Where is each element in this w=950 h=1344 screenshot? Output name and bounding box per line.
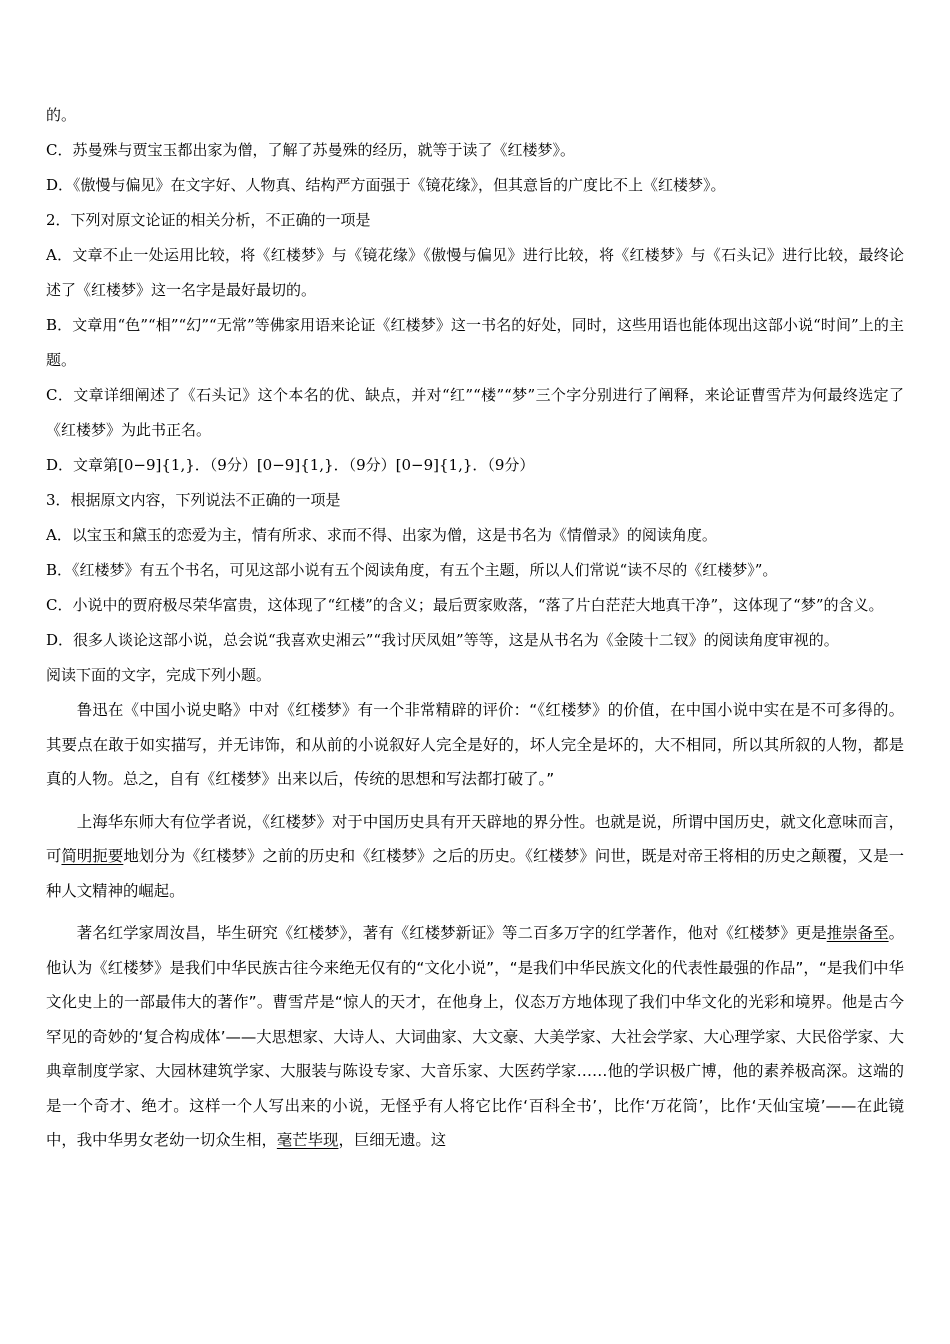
- underlined-phrase: 毫芒毕现: [276, 1131, 339, 1149]
- q2-option-c: C．文章详细阐述了《石头记》这个本名的优、缺点，并对“红”“楼”“梦”三个字分别进行了阐释，来论证曹雪芹为何最终选定了《红楼梦》为此书正名。: [46, 386, 904, 439]
- q2-option-a: A．文章不止一处运用比较，将《红楼梦》与《镜花缘》《傲慢与偏见》进行比较，将《红楼梦》与《石头记》进行比较，最终论述了《红楼梦》这一名字是最好最切的。: [46, 246, 904, 299]
- q2-stem: 2．下列对原文论证的相关分析，不正确的一项是: [46, 211, 371, 229]
- q3-stem: 3．根据原文内容，下列说法不正确的一项是: [46, 491, 341, 509]
- q3-option-b: B．《红楼梦》有五个书名，可见这部小说有五个阅读角度，有五个主题，所以人们常说“读不尽的《红楼梦》”。: [46, 561, 778, 579]
- underlined-phrase: 简明扼要: [61, 847, 124, 865]
- q2-option-d: D．文章第[0−9]{1,}．（9分）[0−9]{1,}．（9分）[0−9]{1,}．（9分）: [46, 456, 535, 474]
- q3-option-a: A．以宝玉和黛玉的恋爱为主，情有所求、求而不得、出家为僧，这是书名为《情僧录》的阅读角度。: [46, 526, 717, 544]
- reading-instruction: 阅读下面的文字，完成下列小题。: [46, 666, 272, 684]
- underlined-phrase: 推崇备至: [826, 924, 889, 942]
- q1-option-b-tail: 的。: [46, 106, 77, 124]
- q3-option-c: C．小说中的贾府极尽荣华富贵，这体现了“红楼”的含义；最后贾家败落，“落了片白茫茫大地真干净”，这体现了“梦”的含义。: [46, 596, 884, 614]
- q1-option-d: D．《傲慢与偏见》在文字好、人物真、结构严方面强于《镜花缘》，但其意旨的广度比不上《红楼梦》。: [46, 176, 726, 194]
- q2-option-b: B．文章用“色”“相”“幻”“无常”等佛家用语来论证《红楼梦》这一书名的好处，同时，这些用语也能体现出这部小说“时间”上的主题。: [46, 316, 904, 369]
- q1-option-c: C．苏曼殊与贾宝玉都出家为僧，了解了苏曼殊的经历，就等于读了《红楼梦》。: [46, 141, 575, 159]
- passage-paragraph-2: 上海华东师大有位学者说，《红楼梦》对于中国历史具有开天辟地的界分性。也就是说，所谓中国历史，就文化意味而言，可简明扼要地划分为《红楼梦》之前的历史和《红楼梦》之后的历史。《红楼梦》问世，既是对帝王将相的历史之颠覆，又是一种人文精神的崛起。: [46, 812, 904, 900]
- q3-option-d: D．很多人谈论这部小说，总会说“我喜欢史湘云”“我讨厌凤姐”等等，这是从书名为《金陵十二钗》的阅读角度审视的。: [46, 631, 839, 649]
- passage-paragraph-1: 鲁迅在《中国小说史略》中对《红楼梦》有一个非常精辟的评价：“《红楼梦》的价值，在中国小说中实在是不可多得的。其要点在敢于如实描写，并无讳饰，和从前的小说叙好人完全是好的，坏人完全是坏的，大不相同，所以其所叙的人物，都是真的人物。总之，自有《红楼梦》出来以后，传统的思想和写法都打破了。”: [46, 701, 904, 788]
- passage-paragraph-3: 著名红学家周汝昌，毕生研究《红楼梦》，著有《红楼梦新证》等二百多万字的红学著作，他对《红楼梦》更是推崇备至。他认为《红楼梦》是我们中华民族古往今来绝无仅有的“文化小说”，“是我们中华民族文化的代表性最强的作品”，“是我们中华文化史上的一部最伟大的著作”。曹雪芹是“惊人的天才，在他身上，仪态万方地体现了我们中华文化的光彩和境界。他是古今罕见的奇妙的‘复合构成体’——大思想家、大诗人、大词曲家、大文豪、大美学家、大社会学家、大心理学家、大民俗学家、大典章制度学家、大园林建筑学家、大服装与陈设专家、大音乐家、大医药学家……他的学识极广博，他的素养极高深。这端的是一个奇才、绝才。这样一个人写出来的小说，无怪乎有人将它比作‘百科全书’，比作‘万花筒’，比作‘天仙宝境’——在此镜中，我中华男女老幼一切众生相，毫芒毕现，巨细无遗。这: [46, 924, 904, 1149]
